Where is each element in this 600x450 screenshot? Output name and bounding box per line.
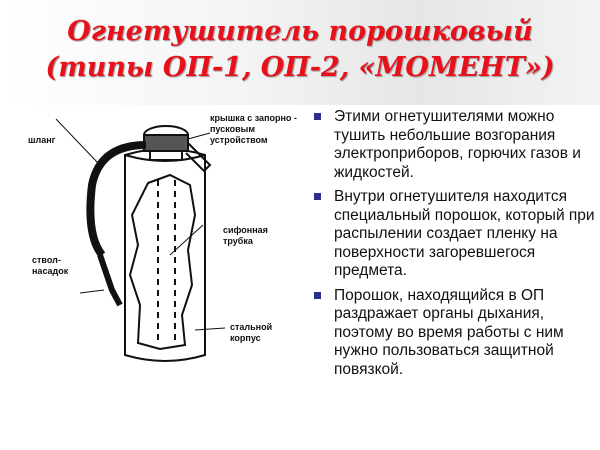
bullet-item — [314, 188, 599, 281]
bullet-square-icon — [314, 113, 321, 120]
bullet-item — [314, 108, 599, 182]
label-hose: шланг — [28, 135, 56, 145]
slide-title — [0, 14, 600, 86]
title-line-1: Огнетушитель порошковый — [67, 16, 533, 47]
bullet-square-icon — [314, 292, 321, 299]
bullet-list — [314, 108, 599, 385]
bullet-text: Этими огнетушителями можно тушить небольшие возгорания электроприборов, горючих газов и жидкостей. — [334, 108, 581, 181]
bullet-text: Внутри огнетушителя находится специальный порошок, который при распылении создает пленку на поверхности загоревшегося предмета. — [334, 188, 595, 279]
title-line-2: (типы ОП-1, ОП-2, «МОМЕНТ») — [45, 52, 555, 83]
label-nozzle: ствол- насадок — [32, 255, 69, 276]
label-cap: крышка с запорно - пусковым устройством — [210, 113, 297, 145]
label-siphon-tube: сифонная трубка — [223, 225, 268, 246]
bullet-item — [314, 287, 599, 380]
extinguisher-diagram — [20, 105, 300, 405]
bullet-text: Порошок, находящийся в ОП раздражает органы дыхания, поэтому во время работы с ним нужно пользоваться защитной повязкой. — [334, 286, 564, 378]
bullet-square-icon — [314, 193, 321, 200]
label-steel-body: стальной корпус — [230, 322, 273, 343]
